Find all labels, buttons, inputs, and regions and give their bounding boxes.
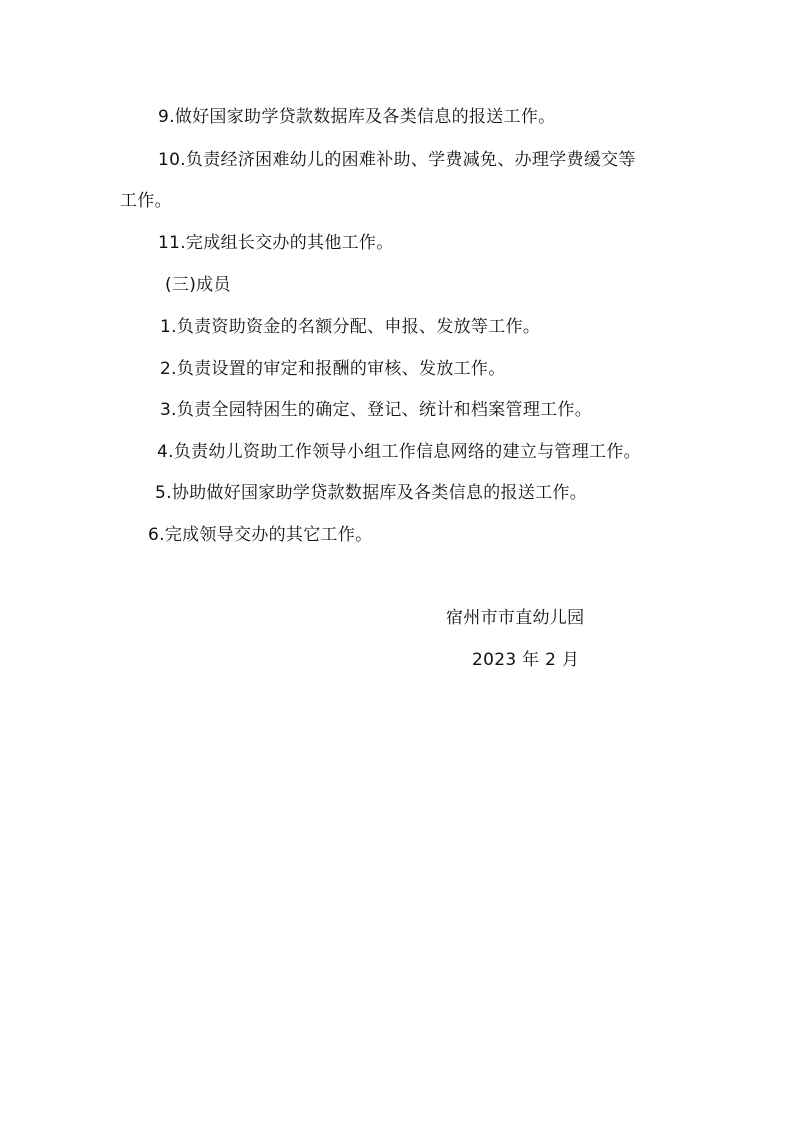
member-item-1: 1.负责资助资金的名额分配、申报、发放等工作。	[160, 317, 541, 337]
member-item-3: 3.负责全园特困生的确定、登记、统计和档案管理工作。	[160, 400, 593, 420]
item-10: 10.负责经济困难幼儿的困难补助、学费减免、办理学费缓交等	[158, 150, 636, 170]
item-10-continuation: 工作。	[120, 191, 172, 211]
member-item-5: 5.协助做好国家助学贷款数据库及各类信息的报送工作。	[155, 483, 588, 503]
member-item-4: 4.负责幼儿资助工作领导小组工作信息网络的建立与管理工作。	[157, 442, 641, 462]
item-9: 9.做好国家助学贷款数据库及各类信息的报送工作。	[158, 107, 556, 127]
signature-organization: 宿州市市直幼儿园	[446, 608, 585, 628]
section-heading-members: (三)成员	[165, 275, 231, 295]
member-item-6: 6.完成领导交办的其它工作。	[148, 525, 373, 545]
member-item-2: 2.负责设置的审定和报酬的审核、发放工作。	[160, 359, 506, 379]
item-11: 11.完成组长交办的其他工作。	[158, 233, 394, 253]
signature-date: 2023 年 2 月	[472, 650, 580, 670]
